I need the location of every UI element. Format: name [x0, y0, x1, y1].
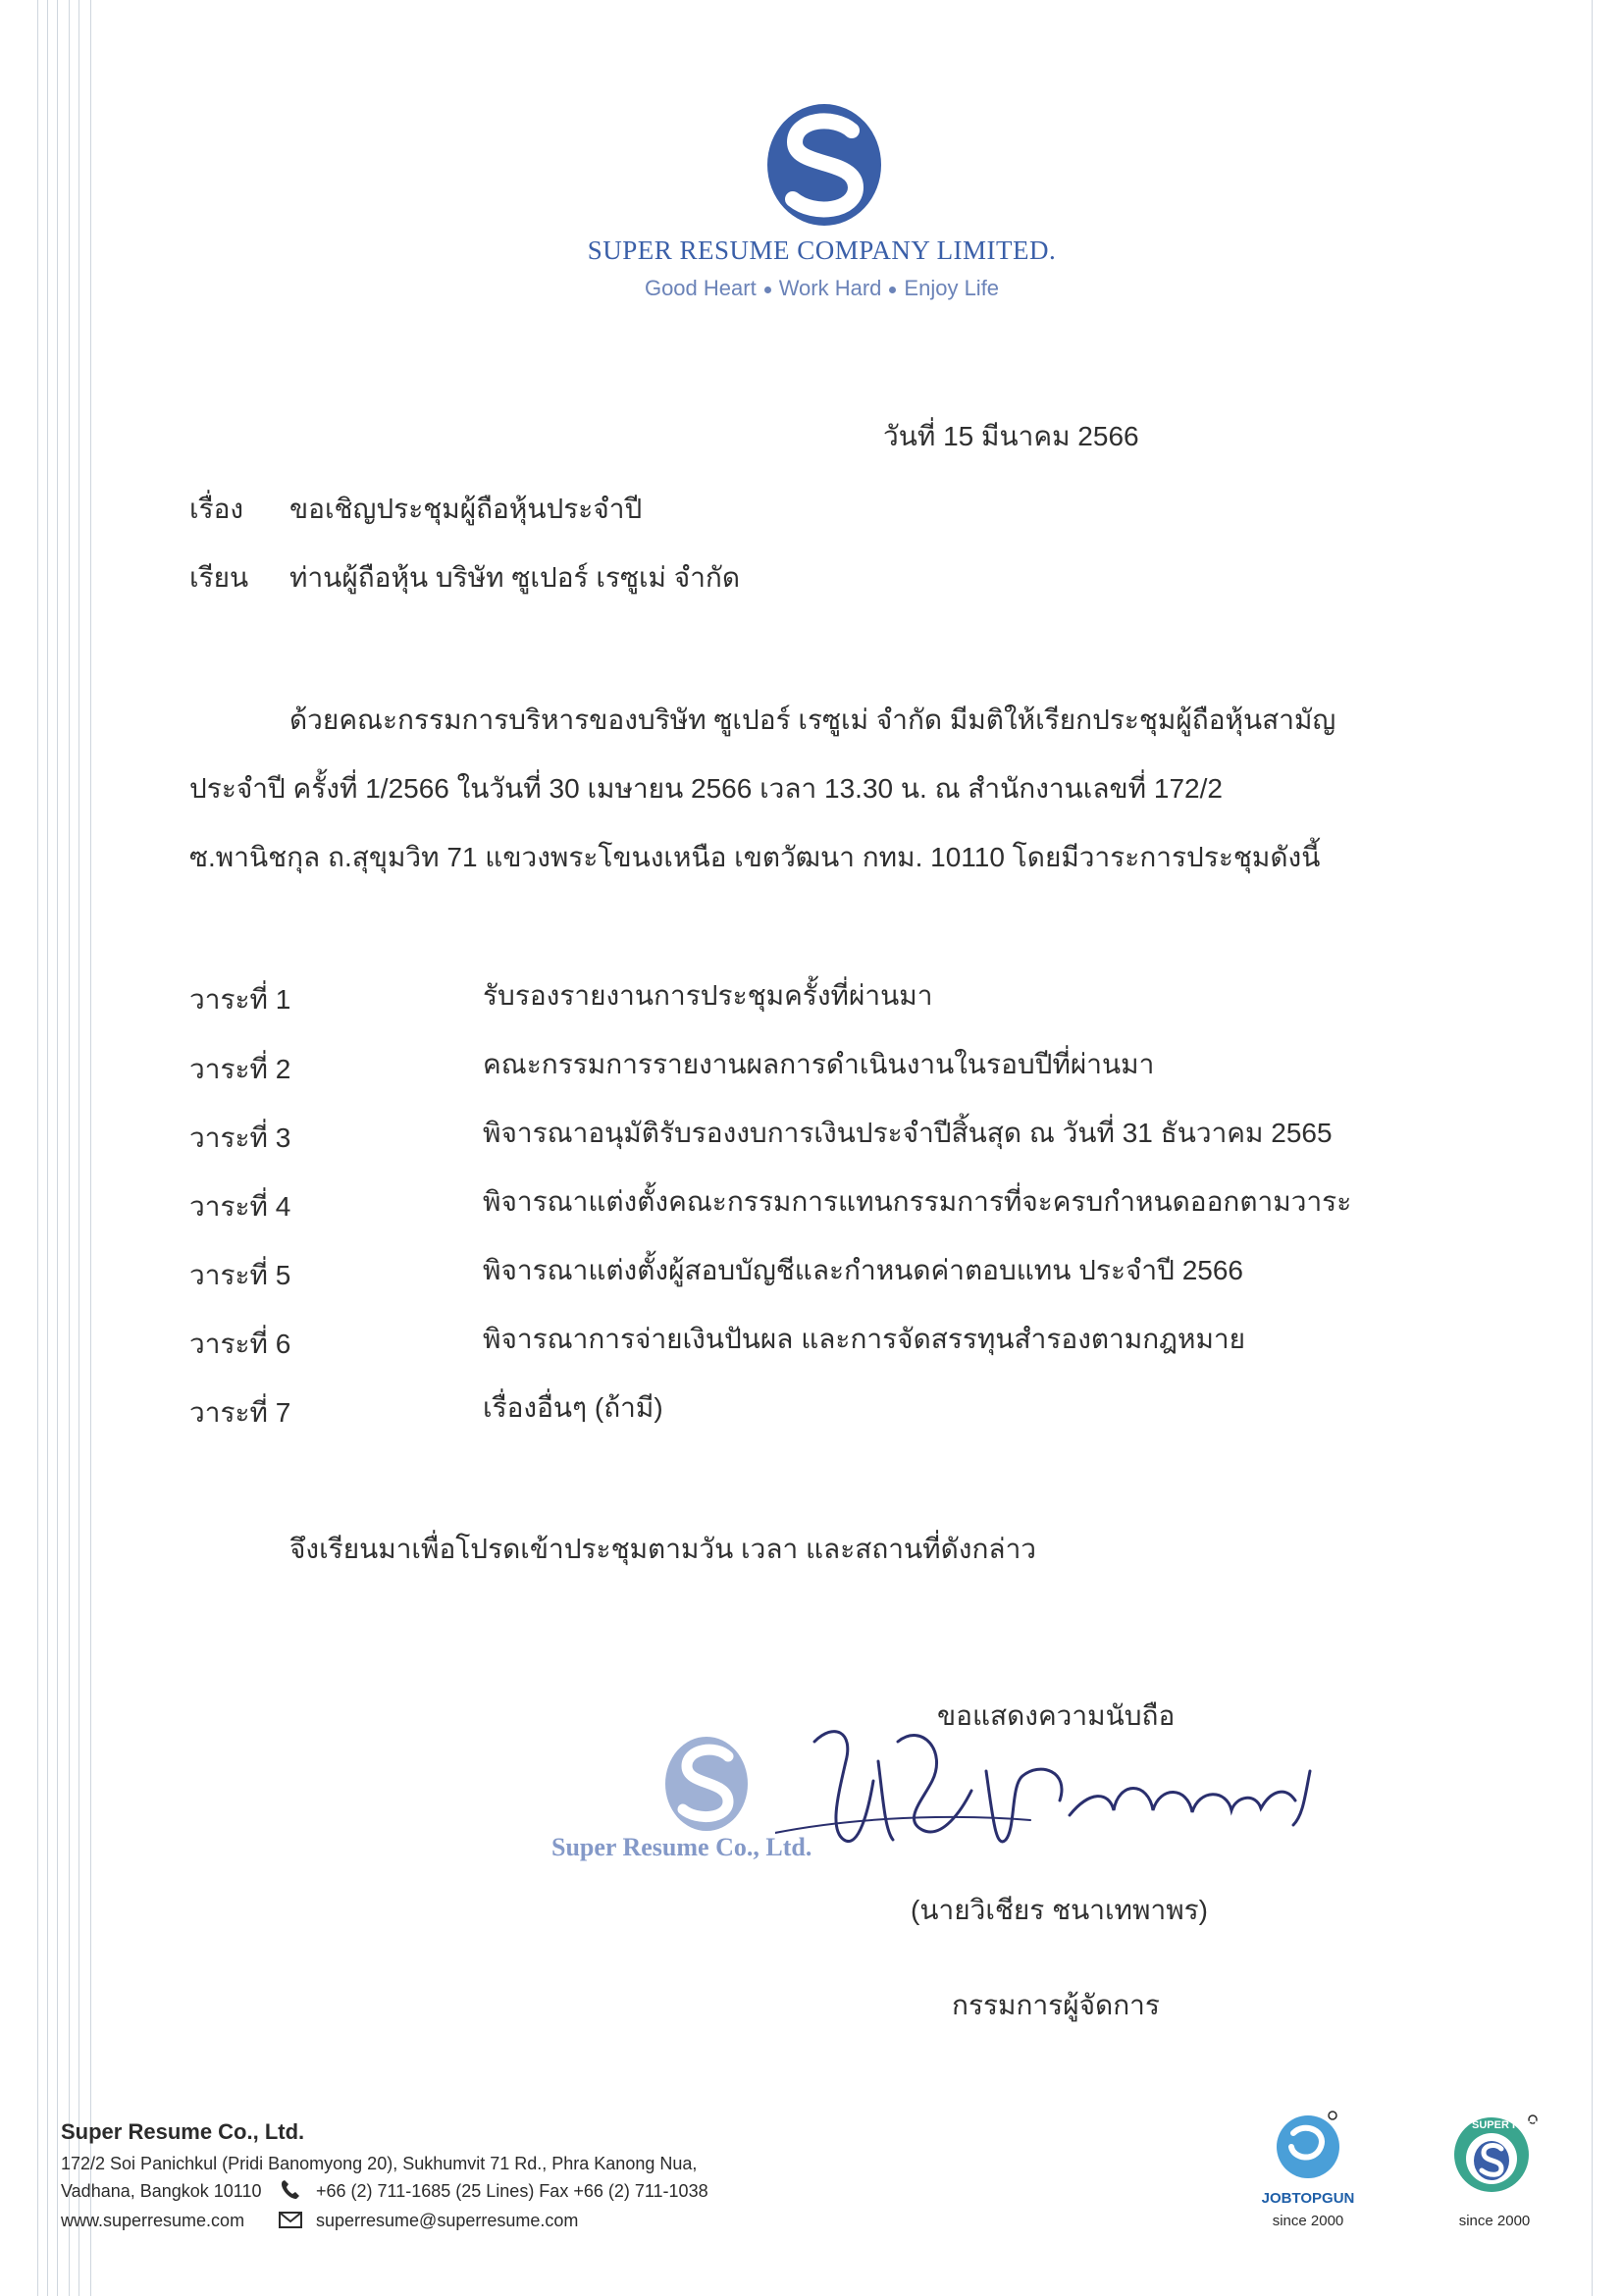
- body-line: ประจำปี ครั้งที่ 1/2566 ในวันที่ 30 เมษายน 2566 เวลา 13.30 น. ณ สำนักงานเลขที่ 172/2: [189, 773, 1223, 804]
- slogan-item: Work Hard: [778, 276, 882, 300]
- slogan-item: Enjoy Life: [904, 276, 1000, 300]
- margin-line: [1592, 0, 1593, 2296]
- stamp-text: Super Resume Co., Ltd.: [551, 1833, 812, 1861]
- bullet-icon: [764, 287, 771, 293]
- phone-icon: [279, 2178, 304, 2202]
- footer-phone: +66 (2) 711-1685 (25 Lines) Fax +66 (2) 711-1038: [316, 2181, 708, 2201]
- signer-title: กรรมการผู้จัดการ: [952, 1990, 1160, 2020]
- signature: [775, 1702, 1364, 1879]
- margin-line: [90, 0, 91, 2296]
- footer-website[interactable]: www.superresume.com: [61, 2211, 245, 2230]
- company-logo-icon: [765, 101, 883, 229]
- slogan-item: Good Heart: [644, 276, 757, 300]
- agenda-label: วาระที่ 7: [189, 1397, 291, 1428]
- regards-text: ขอแสดงความนับถือ: [937, 1700, 1176, 1731]
- agenda-item: รับรองรายงานการประชุมครั้งที่ผ่านมา: [483, 980, 933, 1011]
- recipient-text: ท่านผู้ถือหุ้น บริษัท ซูเปอร์ เรซูเม่ จำกัด: [289, 562, 741, 593]
- company-slogan: [0, 276, 1623, 301]
- jobtopgun-logo-icon: [1264, 2108, 1352, 2186]
- agenda-item: พิจารณาแต่งตั้งผู้สอบบัญชีและกำหนดค่าตอบแทน ประจำปี 2566: [483, 1255, 1243, 1285]
- agenda-label: วาระที่ 2: [189, 1054, 291, 1084]
- agenda-label: วาระที่ 3: [189, 1122, 291, 1153]
- letter-date: วันที่ 15 มีนาคม 2566: [883, 421, 1139, 451]
- agenda-item: พิจารณาการจ่ายเงินปันผล และการจัดสรรทุนสำรองตามกฎหมาย: [483, 1324, 1246, 1354]
- email-icon: [279, 2211, 304, 2230]
- agenda-label: วาระที่ 6: [189, 1329, 291, 1359]
- subject-text: ขอเชิญประชุมผู้ถือหุ้นประจำปี: [289, 494, 643, 524]
- footer-address-line: Vadhana, Bangkok 10110: [61, 2181, 262, 2201]
- subject-label: เรื่อง: [189, 494, 244, 524]
- agenda-label: วาระที่ 4: [189, 1191, 291, 1222]
- agenda-label: วาระที่ 1: [189, 984, 291, 1015]
- badge-since: since 2000: [1458, 2213, 1531, 2229]
- agenda-item: พิจารณาอนุมัติรับรองงบการเงินประจำปีสิ้นสุด ณ วันที่ 31 ธันวาคม 2565: [483, 1118, 1333, 1148]
- body-line: ด้วยคณะกรรมการบริหารของบริษัท ซูเปอร์ เรซูเม่ จำกัด มีมติให้เรียกประชุมผู้ถือหุ้นสามัญ: [289, 704, 1336, 735]
- margin-line: [37, 0, 38, 2296]
- badge-since: since 2000: [1272, 2213, 1344, 2229]
- signer-name: (นายวิเชียร ชนาเทพาพร): [911, 1895, 1209, 1925]
- margin-line: [69, 0, 70, 2296]
- agenda-item: พิจารณาแต่งตั้งคณะกรรมการแทนกรรมการที่จะครบกำหนดออกตามวาระ: [483, 1186, 1352, 1217]
- footer-address-line: 172/2 Soi Panichkul (Pridi Banomyong 20), Sukhumvit 71 Rd., Phra Kanong Nua,: [61, 2154, 698, 2173]
- footer-email[interactable]: superresume@superresume.com: [316, 2211, 579, 2230]
- closing-line: จึงเรียนมาเพื่อโปรดเข้าประชุมตามวัน เวลา และสถานที่ดังกล่าว: [289, 1534, 1037, 1564]
- margin-line: [57, 0, 58, 2296]
- agenda-item: คณะกรรมการรายงานผลการดำเนินงานในรอบปีที่ผ่านมา: [483, 1049, 1155, 1079]
- badge-name: JOBTOPGUN: [1261, 2190, 1355, 2207]
- agenda-label: วาระที่ 5: [189, 1260, 291, 1290]
- footer-company-name: Super Resume Co., Ltd.: [61, 2119, 305, 2144]
- badge-name: SUPER RESUME: [1472, 2119, 1559, 2131]
- recipient-label: เรียน: [189, 562, 249, 593]
- company-name: SUPER RESUME COMPANY LIMITED.: [587, 235, 1057, 265]
- margin-line: [47, 0, 48, 2296]
- bullet-icon: [889, 287, 896, 293]
- agenda-item: เรื่องอื่นๆ (ถ้ามี): [483, 1392, 663, 1423]
- body-line: ซ.พานิชกุล ถ.สุขุมวิท 71 แขวงพระโขนงเหนือ เขตวัฒนา กทม. 10110 โดยมีวาระการประชุมดังนี้: [189, 842, 1321, 872]
